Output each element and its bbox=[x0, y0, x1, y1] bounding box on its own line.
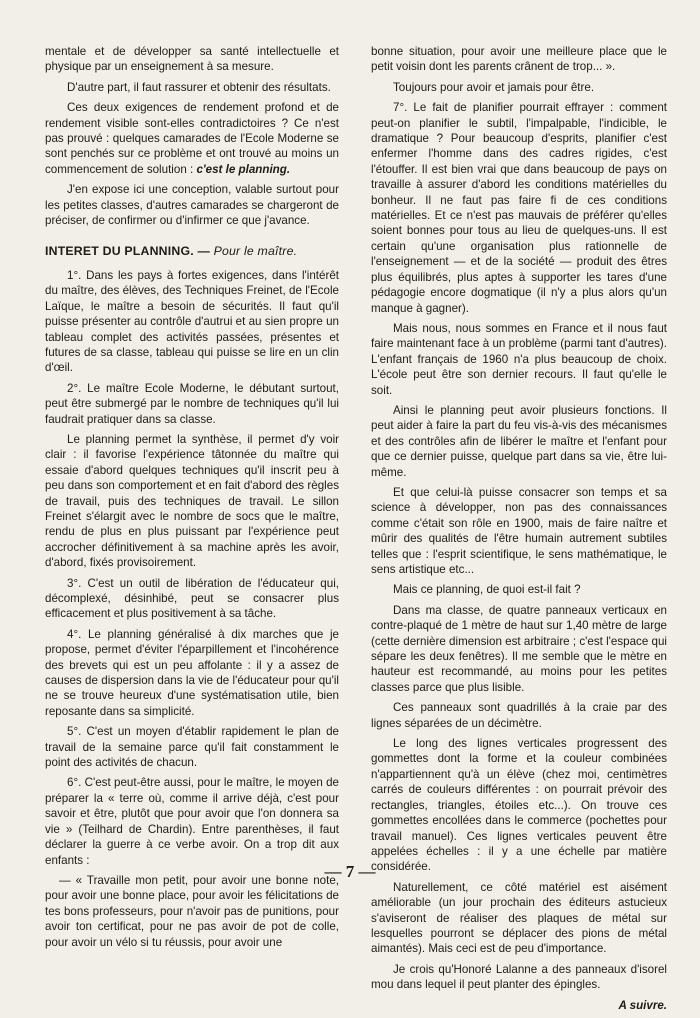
left-column bbox=[45, 44, 339, 955]
page-number: — 7 — bbox=[324, 862, 376, 881]
paragraph: mentale et de développer sa santé intellectuelle et physique par un enseignement à sa mesure. bbox=[45, 45, 339, 74]
paragraph: Mais nous, nous sommes en France et il nous faut faire maintenant face à un problème (parmi tant d'autres). L'enfant français de 1960 n'a plus beaucoup de choix. L'école peut être son dernier recours. Il faut qu'elle le soit. bbox=[371, 321, 667, 397]
paragraph: Et que celui-là puisse consacrer son temps et sa science à développer, non pas des connaissances comme c'était son rôle en 1900, mais de faire naître et mûrir des qualités de l'être humain autrement subtiles telles que : l'esprit scientifique, le sens mathématique, le sens artistique etc... bbox=[371, 485, 667, 576]
paragraph: 1°. Dans les pays à fortes exigences, dans l'intérêt du maître, des élèves, des Techniques Freinet, de l'Ecole Laïque, le maître a besoin de sécurités. Il faut qu'il puisse présenter au contrôle d'autrui et au sien propre un tableau complet des activités passées, présentes et futures de sa classe, tableau qui puisse se lire en un clin d'œil. bbox=[45, 268, 339, 375]
paragraph: 2°. Le maître Ecole Moderne, le débutant surtout, peut être submergé par le nombre de techniques qu'il lui faudrait pratiquer dans sa classe. bbox=[45, 381, 339, 426]
section-heading bbox=[45, 244, 339, 259]
paragraph: 3°. C'est un outil de libération de l'éducateur qui, décomplexé, désinhibé, peut se consacrer plus efficacement et plus positivement à sa tâche. bbox=[45, 576, 339, 621]
section-heading-subtitle: Pour le maître. bbox=[213, 244, 298, 259]
to-be-continued: A suivre. bbox=[618, 998, 667, 1012]
paragraph: J'en expose ici une conception, valable surtout pour les petites classes, d'autres camarades se chargeront de préciser, de confirmer ou d'infirmer ce que j'avance. bbox=[45, 183, 339, 228]
paragraph: Naturellement, ce côté matériel est aisément améliorable (un jour prochain des éditeurs astucieux s'aviseront de réaliser des plaques de métal sur lesquelles pourront se déplacer des pions de métal aimantés). Mais ceci est de peu d'importance. bbox=[371, 880, 667, 956]
paragraph bbox=[45, 100, 339, 177]
paragraph: Ainsi le planning peut avoir plusieurs fonctions. Il peut aider à faire la part du feu vis-à-vis des mécanismes et des contrôles afin de libérer le maître et l'enfant pour que ce dernier puisse, quelque part dans sa vie, être lui-même. bbox=[371, 403, 667, 479]
paragraph: Toujours pour avoir et jamais pour être. bbox=[393, 80, 595, 94]
quote-paragraph: — « Travaille mon petit, pour avoir une bonne note, pour avoir une bonne place, pour avoir les félicitations de tes bons professeurs, pour n'avoir pas de punitions, pour avoir ton certificat, pour ne pas avoir de pot de colle, pour avoir un vélo si tu réussis, pour avoir une bbox=[45, 873, 339, 949]
paragraph-text: Ces deux exigences de rendement profond et de rendement visible sont-elles contradictoires ? Ce n'est pas prouvé : quelques camarades de l'Ecole Moderne se sont penchés sur ce problème et ont trouvé au moins un commencement de solution : bbox=[45, 101, 339, 176]
paragraph: 6°. C'est peut-être aussi, pour le maître, le moyen de préparer la « terre où, comme il arrive déjà, c'est pour savoir et être, plutôt que pour avoir que l'on donnera sa vie » (Teilhard de Chardin). Entre parenthèses, il faut déclarer la guerre à ce verbe avoir. On a trop dit aux enfants : bbox=[45, 776, 339, 867]
paragraph: Ces panneaux sont quadrillés à la craie par des lignes séparées de un décimètre. bbox=[371, 701, 667, 730]
emphasis-text: c'est le planning. bbox=[196, 162, 291, 176]
paragraph: bonne situation, pour avoir une meilleure place que le petit voisin dont les parents crânent de trop... ». bbox=[371, 45, 667, 74]
paragraph: Le long des lignes verticales progressent des gommettes dont la forme et la couleur combinées n'appartiennent qu'à un élève (chez moi, centimètres carrés de couleurs différentes : on pourrait prévoir des rectangles, triangles, étoiles etc...). On trouve ces gommettes encollées dans le commerce (pochettes pour travail manuel). Ces lignes verticales peuvent être appelées échelles : il y a une échelle par matière considérée. bbox=[371, 737, 667, 874]
paragraph: Le planning permet la synthèse, il permet d'y voir clair : il favorise l'expérience tâtonnée du maître qui essaie d'abord quelques techniques qu'il inscrit peu à peu dans son comportement et en fait d'abord des règles de travail, puis des techniques de travail. Le sillon Freinet s'élargit avec le nombre de socs que le maître, rendu de plus en plus puissant par l'expérience peut accrocher définitivement à sa machine après les avoir, d'abord, fixés provisoirement. bbox=[45, 432, 339, 570]
paragraph: 7°. Le fait de planifier pourrait effrayer : comment peut-on planifier le subtil, l'impalpable, l'indicible, le dramatique ? Pour beaucoup d'esprits, planifier c'est enfermer l'homme dans des cadres rigides, c'est l'étouffer. Il est bien vrai que dans beaucoup de pays on travaille à assurer d'abord les conditions matérielles du bonheur. Il ne faut pas faire fi de ces conditions matérielles. Et ce n'est pas mauvais de préférer qu'elles soient bonnes pour tous au lieu de quelques-uns. Il est certain qu'une organisation plus rationnelle de l'enseignement — et de la société — produit des êtres plus équilibrés, plus aptes à supporter les tares d'une pédagogie encore dogmatique (il n'y a plus alors qu'un manque à gagner). bbox=[371, 101, 667, 315]
paragraph: Mais ce planning, de quoi est-il fait ? bbox=[393, 583, 581, 597]
paragraph: 5°. C'est un moyen d'établir rapidement le plan de travail de la semaine parce qu'il fait constamment le point des activités de chacun. bbox=[45, 725, 339, 770]
paragraph: D'autre part, il faut rassurer et obtenir des résultats. bbox=[67, 80, 331, 94]
paragraph: 4°. Le planning généralisé à dix marches que je propose, permet d'éviter l'éparpillement et l'incohérence des brevets qui est un peu affolante : il y a assez de causes de dispersion dans la vie de l'éducateur pour qu'il ne se trouve heureux d'une systématisation utile, bien reposante dans sa simplicité. bbox=[45, 627, 339, 718]
section-heading-title: INTERET DU PLANNING. — bbox=[45, 244, 210, 259]
paragraph: Dans ma classe, de quatre panneaux verticaux en contre-plaqué de 1 mètre de haut sur 1,40 mètre de large (cette dernière dimension est arbitraire ; c'est l'espace qui sépare les deux fenêtres). Il me semble que le mètre en hauteur est recommandé, au moins pour les petites classes parce que plus lisible. bbox=[371, 603, 667, 694]
paragraph: Je crois qu'Honoré Lalanne a des panneaux d'isorel mou dans lequel il peut planter des épingles. bbox=[371, 962, 667, 992]
